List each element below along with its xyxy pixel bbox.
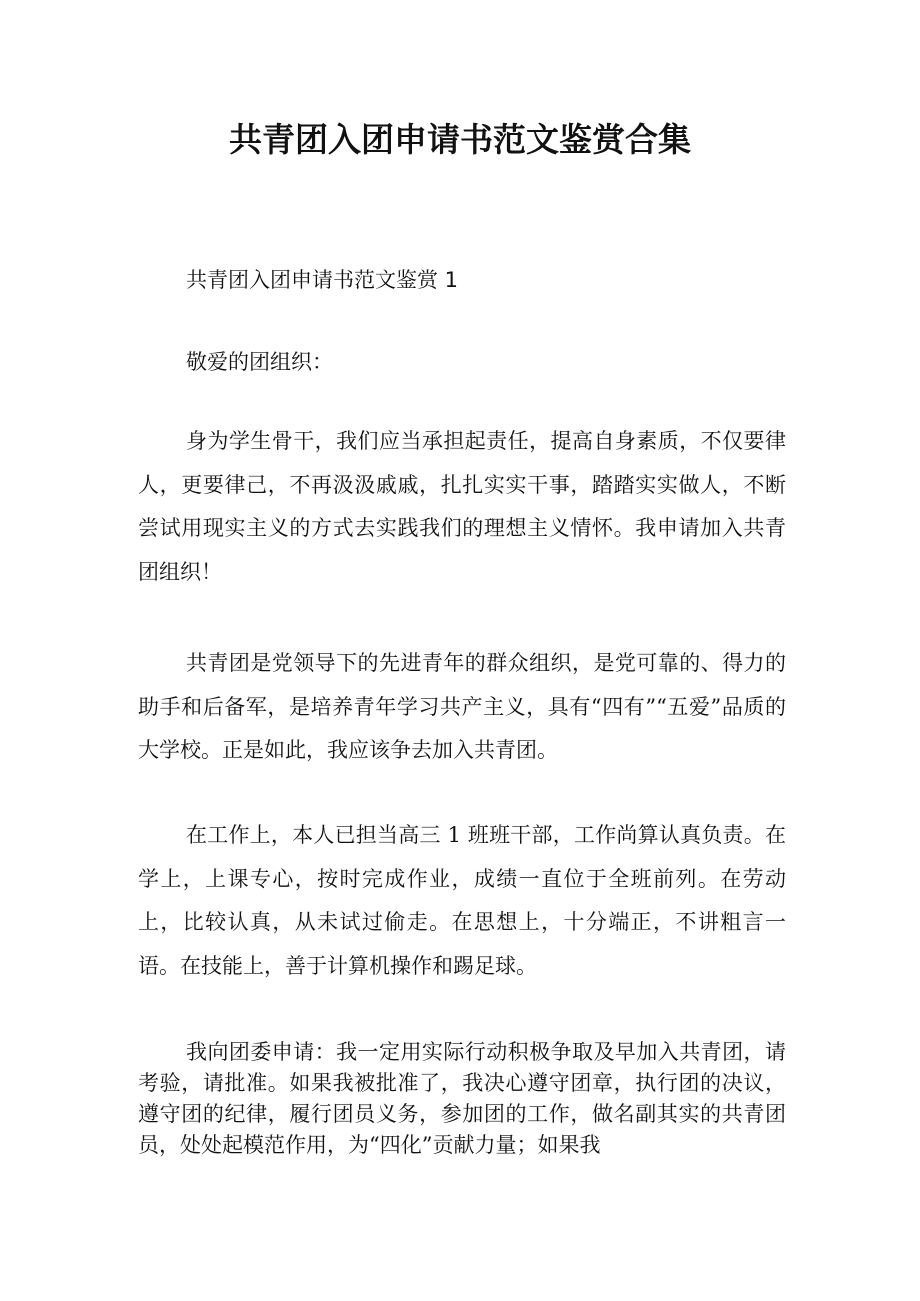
body-paragraph-1: 身为学生骨干，我们应当承担起责任，提高自身素质，不仅要律人，更要律己，不再汲汲戚戚，扎扎实实干事，踏踏实实做人，不断尝试用现实主义的方式去实践我们的理想主义情怀。我申请加入共青团组织！ [138,429,786,584]
document-title: 共青团入团申请书范文鉴赏合集 [229,120,691,159]
body-paragraph-4: 我向团委申请：我一定用实际行动积极争取及早加入共青团，请考验，请批准。如果我被批准了，我决心遵守团章，执行团的决议，遵守团的纪律，履行团员义务，参加团的工作，做名副其实的共青团员，处处起模范作用，为“四化”贡献力量；如果我 [138,1040,786,1157]
salutation: 敬爱的团组织： [186,350,333,374]
body-paragraph-2: 共青团是党领导下的先进青年的群众组织，是党可靠的、得力的助手和后备军，是培养青年学习共产主义，具有“四有”“五爱”品质的大学校。正是如此，我应该争去加入共青团。 [138,651,786,762]
body-paragraph-3: 在工作上，本人已担当高三 1 班班干部，工作尚算认真负责。在学上，上课专心，按时完成作业，成绩一直位于全班前列。在劳动上，比较认真，从未试过偷走。在思想上，十分端正，不讲粗言一语。在技能上，善于计算机操作和踢足球。 [138,823,786,978]
section-heading: 共青团入团申请书范文鉴赏 1 [186,268,459,292]
